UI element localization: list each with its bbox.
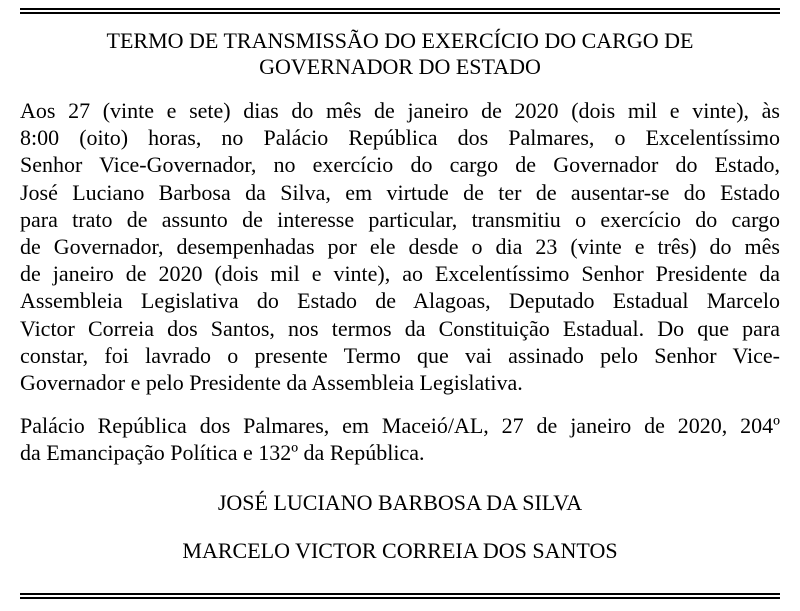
paragraph-line: José Luciano Barbosa da Silva, em virtude de ter de ausentar-se do Estado [20, 179, 780, 205]
paragraph-line: constar, foi lavrado o presente Termo que vai assinado pelo Senhor Vice- [20, 342, 780, 368]
bottom-double-rule [20, 593, 780, 599]
paragraph-line: da Emancipação Política e 132º da República. [20, 440, 425, 466]
paragraph-line: Assembleia Legislativa do Estado de Alagoas, Deputado Estadual Marcelo [20, 288, 780, 314]
paragraph-line: Aos 27 (vinte e sete) dias do mês de janeiro de 2020 (dois mil e vinte), às [20, 98, 780, 123]
paragraph-line: de Governador, desempenhadas por ele desde o dia 23 (vinte e três) do mês [20, 234, 780, 260]
title-line: GOVERNADOR DO ESTADO [259, 54, 541, 79]
signature-name-president: MARCELO VICTOR CORREIA DOS SANTOS [182, 538, 618, 563]
title-line: TERMO DE TRANSMISSÃO DO EXERCÍCIO DO CARGO DE [106, 28, 694, 53]
top-double-rule [20, 8, 780, 14]
signature-name-governor: JOSÉ LUCIANO BARBOSA DA SILVA [217, 490, 583, 515]
document-title [20, 28, 780, 80]
paragraph-line: Governador e pelo Presidente da Assembleia Legislativa. [20, 370, 523, 396]
paragraph-line: Palácio República dos Palmares, em Maceió/AL, 27 de janeiro de 2020, 204º [20, 413, 780, 438]
paragraph-line: Senhor Vice-Governador, no exercício do cargo de Governador do Estado, [20, 152, 780, 178]
paragraph-line: Victor Correia dos Santos, nos termos da Constituição Estadual. Do que para [20, 315, 780, 341]
place-date-paragraph [20, 412, 780, 466]
paragraph-line: de janeiro de 2020 (dois mil e vinte), ao Excelentíssimo Senhor Presidente da [20, 261, 780, 287]
paragraph-line: para trato de assunto de interesse particular, transmitiu o exercício do cargo [20, 206, 780, 232]
body-paragraph [20, 97, 780, 396]
paragraph-line: 8:00 (oito) horas, no Palácio República dos Palmares, o Excelentíssimo [20, 125, 780, 151]
